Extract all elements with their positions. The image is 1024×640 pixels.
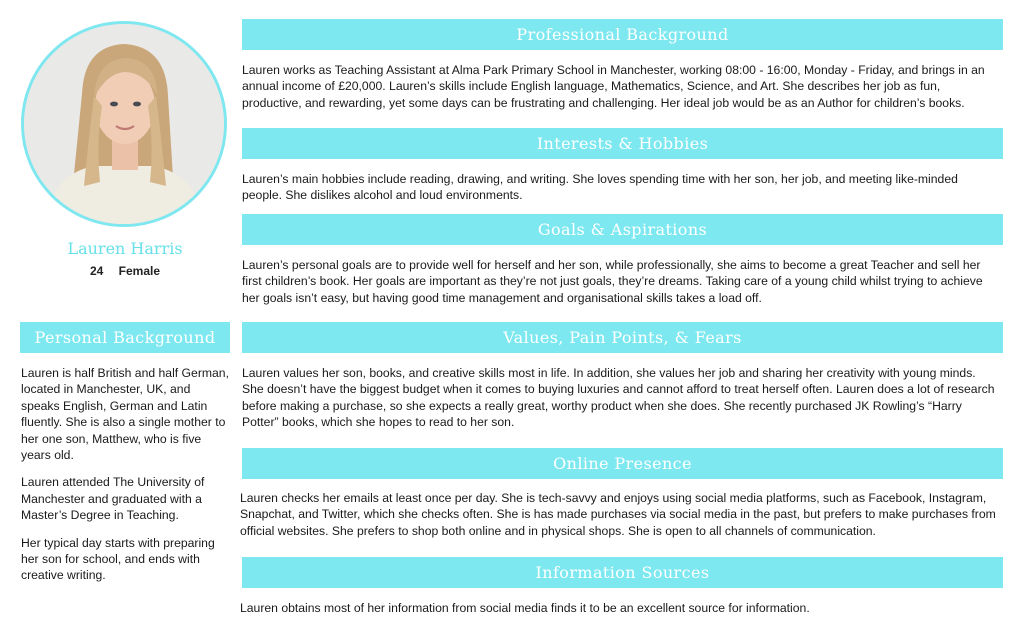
online-presence-header: Online Presence <box>242 448 1003 479</box>
values-pain-points-header: Values, Pain Points, & Fears <box>242 322 1003 353</box>
personal-background-header: Personal Background <box>20 322 230 353</box>
personal-background-text <box>21 365 229 595</box>
information-sources-header: Information Sources <box>242 557 1003 588</box>
profile-photo <box>21 21 227 227</box>
information-sources-text: Lauren obtains most of her information from social media finds it to be an excellent source for information. <box>240 601 810 615</box>
persona-age: 24 <box>89 264 104 278</box>
professional-background-text: Lauren works as Teaching Assistant at Alma Park Primary School in Manchester, working 08:00 - 16:00, Monday - Friday, and brings in an annual income of £20,000. Lauren’s skills include English language, Mathematics, Science, and Art. She describes her job as fun, productive, and rewarding, yet some days can be frustrating and challenging. Her ideal job would be as an Author for children’s books. <box>242 63 985 110</box>
portrait-illustration <box>24 24 224 224</box>
personal-background-paragraph: Her typical day starts with preparing her son for school, and ends with creative writing. <box>21 535 215 583</box>
professional-background-header: Professional Background <box>242 19 1003 50</box>
online-presence-text: Lauren checks her emails at least once per day. She is tech-savvy and enjoys using social media platforms, such as Facebook, Instagram, Snapchat, and Twitter, which she checks often. She is has made purchases via social media in the past, but prefers to make purchases from official websites. She prefers to shop both online and in physical shops. She is open to all channels of communication. <box>240 491 996 538</box>
persona-gender: Female <box>118 264 161 278</box>
values-pain-points-text: Lauren values her son, books, and creative skills most in life. In addition, she values her job and sharing her creativity with young minds. She doesn’t have the biggest budget when it comes to buying luxuries and cannot afford to treat herself often. Lauren does a lot of research before making a purchase, so she expects a really great, worthy product when she does. She recently purchased JK Rowling’s “Harry Potter” books, which she hopes to read to her son. <box>242 366 995 430</box>
personal-background-paragraph: Lauren is half British and half German, located in Manchester, UK, and speaks English, German and Latin fluently. She is also a single mother to her one son, Matthew, who is five years old. <box>21 366 229 463</box>
persona-name: Lauren Harris <box>67 239 183 258</box>
goals-aspirations-header: Goals & Aspirations <box>242 214 1003 245</box>
interests-hobbies-header: Interests & Hobbies <box>242 128 1003 159</box>
goals-aspirations-text: Lauren’s personal goals are to provide well for herself and her son, while professionally, she aims to become a great Teacher and sell her first children’s book. Her goals are important as they’re not just goals, they’re dreams. Taking care of a young child whilst trying to achieve her goals isn’t easy, but having good time management and organisational skills takes a load off. <box>242 258 983 305</box>
personal-background-paragraph: Lauren attended The University of Manchester and graduated with a Master’s Degree in Teaching. <box>21 475 205 523</box>
persona-meta <box>20 264 230 278</box>
interests-hobbies-text: Lauren’s main hobbies include reading, drawing, and writing. She loves spending time with her son, her job, and meeting like-minded people. She dislikes alcohol and loud environments. <box>242 172 958 203</box>
